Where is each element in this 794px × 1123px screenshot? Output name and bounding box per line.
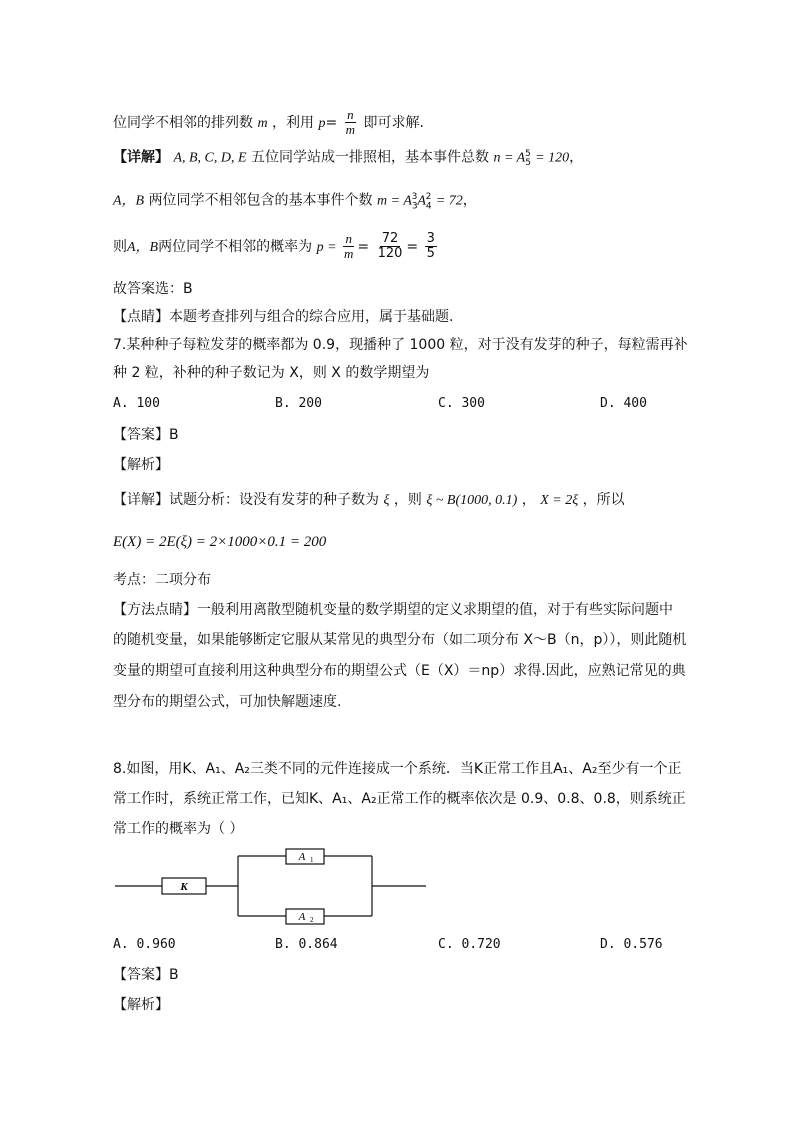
math-expr: n = (493, 150, 517, 166)
text: 【详解】试题分析：设没有发芽的种子数为 (113, 492, 379, 508)
answer-7: 【答案】B (113, 427, 179, 443)
text: 两位同学不相邻的概率为 (158, 238, 313, 255)
text: ， (462, 192, 477, 209)
math-var: A (403, 193, 412, 209)
circuit-diagram (110, 848, 440, 926)
expectation-formula: E(X) = 2E(ξ) = 2×1000×0.1 = 200 (113, 534, 327, 550)
denominator: m (344, 246, 354, 262)
fraction (425, 232, 437, 262)
math-expr: = 72 (435, 193, 463, 209)
text: ， (521, 492, 536, 508)
question-7-line-2: 种 2 粒，补种的种子数记为 X，则 X 的数学期望为 (113, 365, 430, 381)
option-d: D. 0.576 (600, 937, 663, 952)
text: ， (569, 149, 584, 166)
math-var: ξ (383, 493, 390, 508)
subscript: 5 (525, 158, 531, 169)
subscript: 3 (411, 201, 418, 212)
text-line (113, 193, 477, 211)
math-var: A，B (113, 193, 145, 209)
label-k: K (180, 881, 188, 893)
text: ，所以 (582, 492, 625, 508)
text: ，则 (393, 492, 422, 508)
text: 位同学不相邻的排列数 (113, 114, 253, 131)
note-line: 【点睛】本题考查排列与组合的综合应用，属于基础题. (113, 309, 454, 325)
text-line (113, 150, 583, 168)
denominator: 120 (377, 246, 403, 262)
text-line (113, 108, 424, 138)
label-a1: A (298, 851, 306, 863)
math-var: A，B (127, 239, 159, 255)
answer-line: 故答案选：B (113, 281, 193, 297)
method-line-2: 的随机变量，如果能够断定它服从某常见的典型分布（如二项分布 X～B（n，p）），则此随机 (113, 632, 687, 648)
fraction (344, 108, 357, 138)
numerator: n (347, 107, 354, 122)
math-expr: = 120 (535, 150, 570, 166)
question-8-line-3: 常工作的概率为（ ） (113, 821, 244, 837)
option-a: A. 0.960 (113, 937, 176, 952)
fraction (342, 232, 355, 262)
numerator: 3 (426, 231, 435, 246)
text: 即可求解. (363, 114, 424, 131)
math-expr: X = 2ξ (540, 493, 579, 508)
superscript: 2 (425, 192, 432, 202)
option-d: D. 400 (600, 396, 647, 411)
numerator: 72 (381, 231, 399, 246)
math-expr: m = (377, 193, 404, 209)
answer-8: 【答案】B (113, 967, 179, 983)
section-tag: 【详解】 (113, 149, 169, 166)
detail-7 (113, 493, 625, 508)
denominator: m (345, 122, 356, 138)
key-point-7: 考点：二项分布 (113, 572, 211, 588)
math-expr: p = (316, 239, 341, 255)
subscript: 4 (425, 201, 432, 212)
superscript: 3 (411, 192, 418, 202)
text: 两位同学不相邻包含的基本事件个数 (148, 192, 373, 209)
question-8-line-1: 8.如图，用K、A₁、A₂三类不同的元件连接成一个系统．当K正常工作且A₁、A₂至少有一个正 (113, 761, 682, 777)
method-line-3: 变量的期望可直接利用这种典型分布的期望公式（E（X）＝np）求得.因此，应熟记常见的典 (113, 663, 686, 679)
math-var: A, B, C, D, E (173, 150, 247, 166)
denominator: 5 (426, 246, 435, 262)
superscript: 5 (524, 149, 531, 159)
math-op: = (406, 238, 419, 255)
math-op: = (325, 114, 338, 131)
option-b: B. 200 (275, 396, 322, 411)
math-var: A (417, 193, 426, 209)
text: 则 (113, 238, 127, 255)
label-a2-sub: 2 (310, 916, 314, 924)
label-a2: A (298, 911, 306, 923)
text: 五位同学站成一排照相，基本事件总数 (251, 149, 490, 166)
math-var: m (257, 115, 268, 131)
numerator: n (345, 231, 352, 246)
method-line-1: 【方法点睛】一般利用离散型随机变量的数学期望的定义求期望的值，对于有些实际问题中 (113, 602, 673, 618)
math-var: p (318, 115, 326, 131)
text: ，利用 (272, 114, 315, 131)
fraction (376, 232, 405, 262)
math-op: = (357, 238, 370, 255)
option-c: C. 0.720 (438, 937, 501, 952)
analysis-8: 【解析】 (113, 997, 169, 1013)
text-line (113, 232, 439, 262)
label-a1-sub: 1 (310, 856, 314, 864)
math-var: A (516, 150, 526, 166)
math-expr: ξ ~ B(1000, 0.1) (426, 493, 518, 508)
option-b: B. 0.864 (275, 937, 338, 952)
option-a: A. 100 (113, 396, 160, 411)
analysis-7: 【解析】 (113, 457, 169, 473)
method-line-4: 型分布的期望公式，可加快解题速度. (113, 694, 342, 710)
question-8-line-2: 常工作时，系统正常工作，已知K、A₁、A₂正常工作的概率依次是 0.9、0.8、0.8，则系统正 (113, 791, 686, 807)
question-7-line-1: 7.某种种子每粒发芽的概率都为 0.9，现播种了 1000 粒，对于没有发芽的种子，每粒需再补 (113, 337, 688, 353)
option-c: C. 300 (438, 396, 485, 411)
